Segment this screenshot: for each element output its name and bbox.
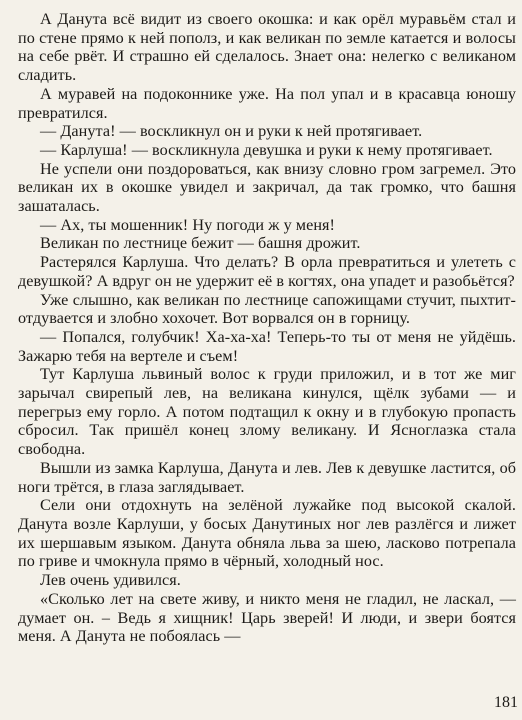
paragraph-11: Тут Карлуша львиный волос к груди приложил, и в тот же миг зарычал свирепый лев, на великана кинулся, щёлк зубами — и перегрыз ему горло. А потом подтащил к окну и в глубокую пропасть сбросил. Так пришёл конец злому великану. И Ясноглазка стала свободна. (18, 365, 516, 459)
paragraph-9: Уже слышно, как великан по лестнице сапожищами стучит, пыхтит-отдувается и злобно хохочет. Вот ворвался он в горницу. (18, 290, 516, 328)
paragraph-12: Вышли из замка Карлуша, Данута и лев. Лев к девушке ластится, об ноги трётся, в глаза заглядывает. (18, 458, 516, 496)
paragraph-13: Сели они отдохнуть на зелёной лужайке под высокой скалой. Данута возле Карлуши, у босых Данутиных ног лев разлёгся и лижет их шершавым языком. Данута обняла льва за шею, ласково потрепала по гриве и чмокнула прямо в чёрный, холодный нос. (18, 496, 516, 571)
paragraph-3: — Данута! — воскликнул он и руки к ней протягивает. (40, 122, 423, 141)
paragraph-10: — Попался, голубчик! Ха-ха-ха! Теперь-то ты от меня не уйдёшь. Зажарю тебя на вертеле и съем! (18, 327, 516, 365)
paragraph-14: Лев очень удивился. (40, 571, 181, 590)
paragraph-6: — Ах, ты мошенник! Ну погоди ж у меня! (40, 215, 335, 234)
page-text (18, 10, 516, 646)
page-number: 181 (494, 694, 518, 711)
paragraph-15: «Сколько лет на свете живу, и никто меня не гладил, не ласкал, — думает он. – Ведь я хищник! Царь зверей! И люди, и звери боятся меня. А Данута не побоялась — (18, 589, 516, 646)
paragraph-5: Не успели они поздороваться, как внизу словно гром загремел. Это великан их в окошке увидел и закричал, да так громко, что башня зашаталась. (18, 159, 516, 216)
paragraph-8: Растерялся Карлуша. Что делать? В орла превратиться и улететь с девушкой? А вдруг он не удержит её в когтях, она упадет и разобьётся? (18, 253, 516, 290)
paragraph-2: А муравей на подоконнике уже. На пол упал и в красавца юношу превратился. (18, 84, 516, 122)
paragraph-4: — Карлуша! — воскликнула девушка и руки к нему протягивает. (40, 140, 493, 159)
paragraph-1: А Данута всё видит из своего окошка: и как орёл муравьём стал и по стене прямо к ней пополз, и как великан по земле катается и волосы на себе рвёт. И страшно ей сделалось. Знает она: нелегко с великаном сладить. (18, 10, 516, 85)
paragraph-7: Великан по лестнице бежит — башня дрожит. (40, 234, 361, 253)
